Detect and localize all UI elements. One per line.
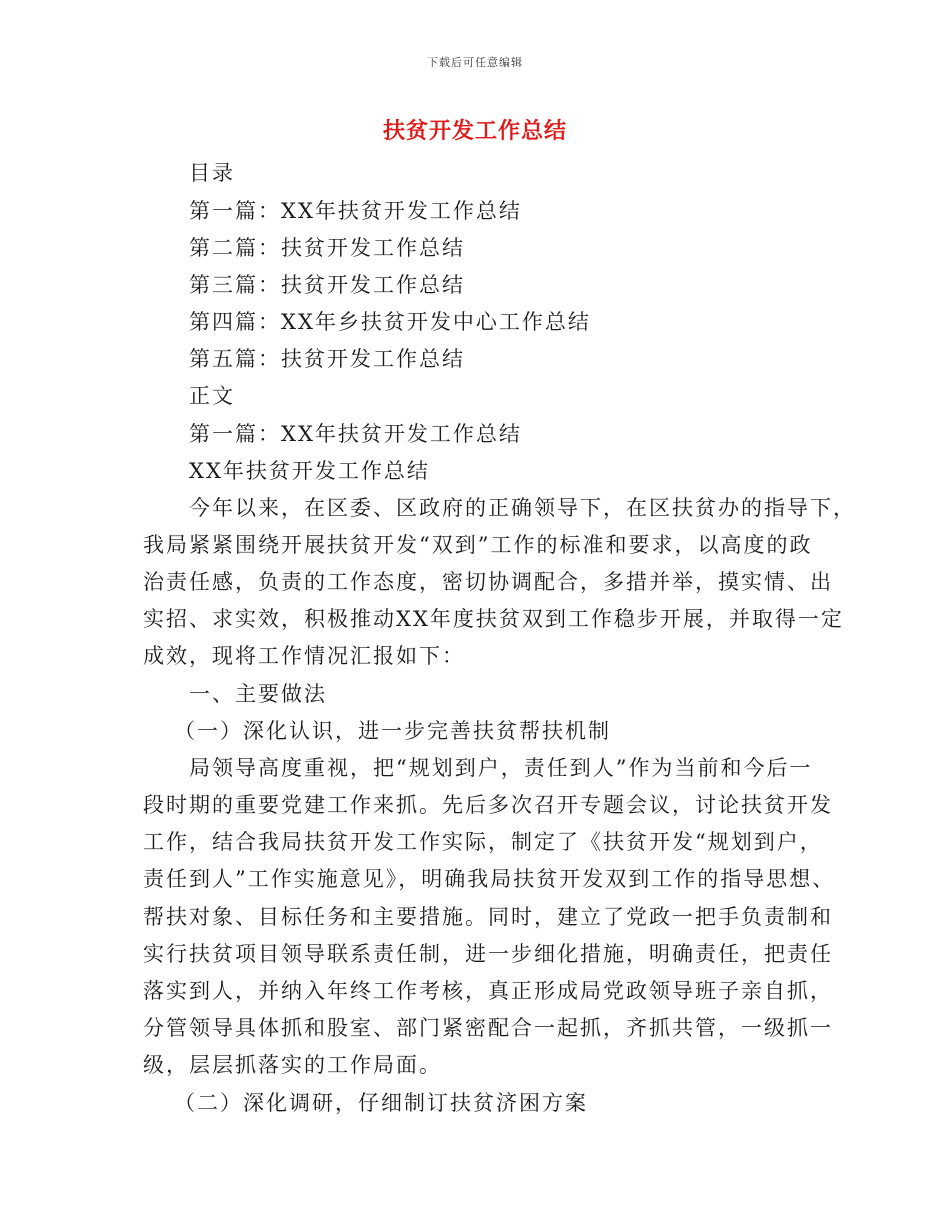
toc-item: 第二篇：扶贫开发工作总结 — [189, 236, 465, 260]
body-line: 分管领导具体抓和股室、部门紧密配合一起抓，齐抓共管，一级抓一 — [143, 1016, 833, 1040]
toc-label: 目录 — [189, 161, 235, 185]
intro-line: 实招、求实效，积极推动XX年度扶贫双到工作稳步开展，并取得一定 — [143, 607, 844, 631]
body-line: 责任到人”工作实施意见》，明确我局扶贫开发双到工作的指导思想、 — [143, 867, 836, 891]
toc-item: 第三篇：扶贫开发工作总结 — [189, 273, 465, 297]
section-heading: 一、主要做法 — [189, 682, 327, 706]
body-line: 段时期的重要党建工作来抓。先后多次召开专题会议，讨论扶贫开发 — [143, 793, 833, 817]
toc-item: 第五篇：扶贫开发工作总结 — [189, 347, 465, 371]
intro-line: 成效，现将工作情况汇报如下： — [143, 644, 465, 668]
intro-line: 今年以来，在区委、区政府的正确领导下，在区扶贫办的指导下， — [189, 496, 856, 520]
chapter-subtitle: XX年扶贫开发工作总结 — [189, 459, 430, 483]
body-line: 级，层层抓落实的工作局面。 — [143, 1053, 442, 1077]
body-line: 工作，结合我局扶贫开发工作实际，制定了《扶贫开发“规划到户， — [143, 830, 823, 854]
header-note: 下载后可任意编辑 — [427, 56, 523, 69]
toc-item: 第一篇：XX年扶贫开发工作总结 — [189, 199, 522, 223]
body-line: 局领导高度重视，把“规划到户，责任到人”作为当前和今后一 — [189, 756, 813, 780]
body-line: 落实到人，并纳入年终工作考核，真正形成局党政领导班子亲自抓， — [143, 979, 833, 1003]
toc-item: 第四篇：XX年乡扶贫开发中心工作总结 — [189, 310, 591, 334]
intro-line: 我局紧紧围绕开展扶贫开发“双到”工作的标准和要求，以高度的政 — [143, 533, 813, 557]
chapter-title: 第一篇：XX年扶贫开发工作总结 — [189, 422, 522, 446]
body-line: 实行扶贫项目领导联系责任制，进一步细化措施，明确责任，把责任 — [143, 942, 833, 966]
document-title: 扶贫开发工作总结 — [382, 118, 567, 144]
body-label: 正文 — [189, 384, 235, 408]
body-line: 帮扶对象、目标任务和主要措施。同时，建立了党政一把手负责制和 — [143, 905, 833, 929]
intro-line: 治责任感，负责的工作态度，密切协调配合，多措并举，摸实情、出 — [143, 570, 833, 594]
subsection-heading: （一）深化认识，进一步完善扶贫帮扶机制 — [174, 719, 611, 743]
subsection-heading: （二）深化调研，仔细制订扶贫济困方案 — [174, 1091, 588, 1115]
